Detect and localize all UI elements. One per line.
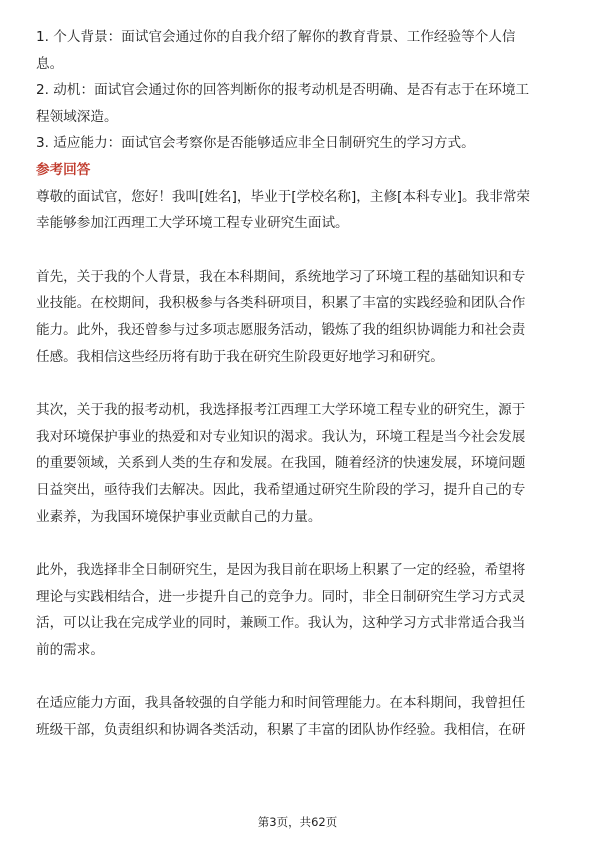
text-line: 的重要领域，关系到人类的生存和发展。在我国，随着经济的快速发展，环境问题 xyxy=(36,455,526,472)
criteria-item-3 xyxy=(36,130,558,157)
page-number-footer: 第3页，共62页 xyxy=(257,815,338,829)
text-line: 息。 xyxy=(36,55,64,72)
text-line: 首先，关于我的个人背景，我在本科期间，系统地学习了环境工程的基础知识和专 xyxy=(36,268,526,285)
paragraph-adaptability xyxy=(36,690,558,743)
criteria-item-1 xyxy=(36,24,558,77)
paragraph-greeting xyxy=(36,184,558,237)
text-line: 任感。我相信这些经历将有助于我在研究生阶段更好地学习和研究。 xyxy=(36,348,444,365)
text-line: 此外，我选择非全日制研究生，是因为我目前在职场上积累了一定的经验，希望将 xyxy=(36,562,526,579)
text-line: 能力。此外，我还曾参与过多项志愿服务活动，锻炼了我的组织协调能力和社会责 xyxy=(36,321,526,338)
paragraph-gap xyxy=(36,370,558,397)
text-line: 班级干部，负责组织和协调各类活动，积累了丰富的团队协作经验。我相信，在研 xyxy=(36,722,526,739)
text-line: 我对环境保护事业的热爱和对专业知识的渴求。我认为，环境工程是当今社会发展 xyxy=(36,428,526,445)
paragraph-motivation xyxy=(36,397,558,530)
paragraph-gap xyxy=(36,237,558,264)
criteria-item-2 xyxy=(36,77,558,130)
text-line: 其次，关于我的报考动机，我选择报考江西理工大学环境工程专业的研究生，源于 xyxy=(36,402,526,419)
paragraph-part-time xyxy=(36,557,558,663)
answer-heading: 参考回答 xyxy=(36,161,91,178)
text-line: 幸能够参加江西理工大学环境工程专业研究生面试。 xyxy=(36,215,349,232)
paragraph-gap xyxy=(36,530,558,557)
text-line: 理论与实践相结合，进一步提升自己的竞争力。同时，非全日制研究生学习方式灵 xyxy=(36,588,526,605)
text-line: 程领域深造。 xyxy=(36,108,118,125)
text-line: 业素养，为我国环境保护事业贡献自己的力量。 xyxy=(36,508,322,525)
page-content xyxy=(36,24,558,744)
text-line: 3. 适应能力：面试官会考察你是否能够适应非全日制研究生的学习方式。 xyxy=(36,135,475,152)
paragraph-background xyxy=(36,264,558,370)
text-line: 2. 动机：面试官会通过你的回答判断你的报考动机是否明确、是否有志于在环境工 xyxy=(36,82,530,99)
text-line: 在适应能力方面，我具备较强的自学能力和时间管理能力。在本科期间，我曾担任 xyxy=(36,695,526,712)
paragraph-gap xyxy=(36,663,558,690)
text-line: 前的需求。 xyxy=(36,641,104,658)
text-line: 业技能。在校期间，我积极参与各类科研项目，积累了丰富的实践经验和团队合作 xyxy=(36,295,526,312)
text-line: 1. 个人背景：面试官会通过你的自我介绍了解你的教育背景、工作经验等个人信 xyxy=(36,29,516,45)
text-line: 日益突出，亟待我们去解决。因此，我希望通过研究生阶段的学习，提升自己的专 xyxy=(36,481,526,498)
text-line: 活，可以让我在完成学业的同时，兼顾工作。我认为，这种学习方式非常适合我当 xyxy=(36,615,526,632)
text-line: 尊敬的面试官，您好！我叫[姓名]，毕业于[学校名称]，主修[本科专业]。我非常荣 xyxy=(36,188,531,205)
